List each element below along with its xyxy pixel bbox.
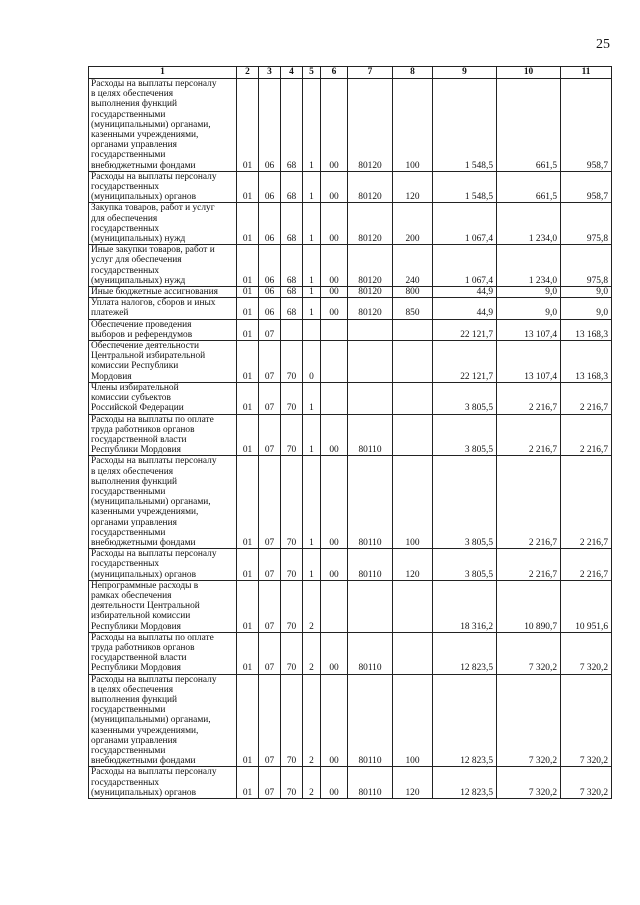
expense-name-line: комиссии Республики (91, 361, 179, 372)
code-cell-c8 (393, 341, 433, 383)
code-cell-c3: 07 (259, 580, 281, 632)
expense-name (89, 79, 237, 172)
code-cell-c2: 01 (237, 203, 259, 245)
expense-name-line: (муниципальных) нужд (91, 234, 186, 245)
code-cell-c2: 01 (237, 171, 259, 203)
expense-name-line: труда работников органов (91, 424, 195, 435)
code-cell-c3: 07 (259, 549, 281, 581)
code-cell-c2: 01 (237, 79, 259, 172)
amount-cell-c9: 22 121,7 (433, 319, 497, 340)
table-row (89, 319, 612, 340)
code-cell-c7: 80110 (348, 414, 393, 456)
code-cell-c8 (393, 382, 433, 414)
expense-name-line: внебюджетными фондами (91, 160, 196, 171)
amount-cell-c10: 13 107,4 (497, 341, 561, 383)
code-cell-c8: 100 (393, 79, 433, 172)
code-cell-c5: 1 (303, 287, 321, 298)
table-row (89, 245, 612, 287)
code-cell-c8: 240 (393, 245, 433, 287)
code-cell-c6: 00 (321, 549, 348, 581)
expense-name-line: государственной власти (91, 434, 187, 445)
amount-cell-c11: 10 951,6 (561, 580, 612, 632)
code-cell-c8 (393, 632, 433, 674)
code-cell-c8 (393, 319, 433, 340)
code-cell-c5: 1 (303, 414, 321, 456)
code-cell-c4: 68 (281, 245, 303, 287)
expense-name-line: Расходы на выплаты персоналу (91, 456, 217, 467)
code-cell-c4: 70 (281, 414, 303, 456)
expense-name-line: государственными (91, 527, 166, 538)
expense-name (89, 767, 237, 799)
code-cell-c7 (348, 341, 393, 383)
column-header-4: 4 (281, 67, 303, 79)
budget-table (88, 66, 612, 799)
code-cell-c4: 70 (281, 549, 303, 581)
amount-cell-c9: 1 067,4 (433, 203, 497, 245)
code-cell-c8: 100 (393, 456, 433, 549)
column-header-10: 10 (497, 67, 561, 79)
amount-cell-c9: 3 805,5 (433, 414, 497, 456)
expense-name-line: Мордовия (91, 371, 132, 382)
amount-cell-c10: 2 216,7 (497, 456, 561, 549)
amount-cell-c9: 1 548,5 (433, 79, 497, 172)
code-cell-c5: 1 (303, 245, 321, 287)
table-row (89, 287, 612, 298)
amount-cell-c10: 9,0 (497, 298, 561, 319)
expense-name-line: Закупка товаров, работ и услуг (91, 203, 215, 214)
expense-name-line: органами управления (91, 517, 177, 528)
code-cell-c6 (321, 580, 348, 632)
code-cell-c3: 07 (259, 767, 281, 799)
amount-cell-c9: 12 823,5 (433, 632, 497, 674)
code-cell-c2: 01 (237, 287, 259, 298)
code-cell-c3: 06 (259, 203, 281, 245)
expense-name (89, 245, 237, 287)
table-row (89, 456, 612, 549)
amount-cell-c10: 2 216,7 (497, 382, 561, 414)
amount-cell-c10: 7 320,2 (497, 767, 561, 799)
amount-cell-c11: 13 168,3 (561, 319, 612, 340)
code-cell-c5: 1 (303, 298, 321, 319)
expense-name-line: казенными учреждениями, (91, 507, 199, 518)
amount-cell-c10: 661,5 (497, 171, 561, 203)
code-cell-c6: 00 (321, 456, 348, 549)
amount-cell-c11: 7 320,2 (561, 767, 612, 799)
expense-name-line: Республики Мордовия (91, 621, 181, 632)
expense-name-line: в целях обеспечения (91, 684, 174, 695)
amount-cell-c11: 958,7 (561, 79, 612, 172)
code-cell-c4: 70 (281, 341, 303, 383)
code-cell-c2: 01 (237, 632, 259, 674)
expense-name-line: Расходы на выплаты персоналу (91, 549, 217, 560)
code-cell-c5: 1 (303, 549, 321, 581)
code-cell-c2: 01 (237, 298, 259, 319)
code-cell-c4: 68 (281, 298, 303, 319)
expense-name (89, 456, 237, 549)
column-header-2: 2 (237, 67, 259, 79)
amount-cell-c11: 958,7 (561, 171, 612, 203)
code-cell-c8: 850 (393, 298, 433, 319)
code-cell-c2: 01 (237, 580, 259, 632)
expense-name-line: комиссии субъектов (91, 393, 171, 404)
code-cell-c3: 06 (259, 245, 281, 287)
expense-name-line: государственными (91, 746, 166, 756)
code-cell-c5: 2 (303, 674, 321, 767)
expense-name-line: избирательной комиссии (91, 611, 191, 622)
expense-name-line: государственных (91, 265, 160, 276)
code-cell-c4 (281, 319, 303, 340)
expense-name-line: (муниципальных) нужд (91, 275, 186, 286)
amount-cell-c9: 12 823,5 (433, 674, 497, 767)
code-cell-c5: 1 (303, 171, 321, 203)
code-cell-c5: 2 (303, 767, 321, 799)
amount-cell-c11: 975,8 (561, 203, 612, 245)
code-cell-c4: 68 (281, 203, 303, 245)
code-cell-c3: 06 (259, 298, 281, 319)
code-cell-c3: 07 (259, 382, 281, 414)
code-cell-c6: 00 (321, 79, 348, 172)
amount-cell-c11: 13 168,3 (561, 341, 612, 383)
expense-name-line: в целях обеспечения (91, 466, 174, 477)
expense-name (89, 319, 237, 340)
code-cell-c6: 00 (321, 298, 348, 319)
code-cell-c5: 1 (303, 79, 321, 172)
column-header-1: 1 (89, 67, 237, 79)
expense-name-line: в целях обеспечения (91, 89, 174, 100)
expense-name-line: платежей (91, 308, 129, 319)
column-header-11: 11 (561, 67, 612, 79)
code-cell-c4: 70 (281, 674, 303, 767)
table-row (89, 674, 612, 767)
expense-name-line: государственными (91, 109, 166, 120)
expense-name-line: (муниципальными) органами, (91, 715, 211, 726)
code-cell-c2: 01 (237, 414, 259, 456)
code-cell-c8 (393, 580, 433, 632)
expense-name-line: (муниципальных) органов (91, 787, 197, 798)
table-row (89, 580, 612, 632)
amount-cell-c10: 10 890,7 (497, 580, 561, 632)
code-cell-c8: 120 (393, 171, 433, 203)
code-cell-c7: 80120 (348, 203, 393, 245)
code-cell-c7: 80110 (348, 767, 393, 799)
amount-cell-c9: 1 067,4 (433, 245, 497, 287)
amount-cell-c10: 661,5 (497, 79, 561, 172)
code-cell-c7: 80110 (348, 632, 393, 674)
expense-name-line: Обеспечение деятельности (91, 341, 200, 352)
expense-name-line: выполнения функций (91, 476, 178, 487)
expense-name (89, 203, 237, 245)
amount-cell-c9: 3 805,5 (433, 549, 497, 581)
expense-name-line: Члены избирательной (91, 382, 179, 393)
code-cell-c2: 01 (237, 382, 259, 414)
amount-cell-c10: 1 234,0 (497, 245, 561, 287)
expense-name-line: Непрограммные расходы в (91, 580, 199, 591)
expense-name-line: Расходы на выплаты по оплате (91, 632, 214, 643)
amount-cell-c10: 9,0 (497, 287, 561, 298)
code-cell-c2: 01 (237, 341, 259, 383)
amount-cell-c11: 975,8 (561, 245, 612, 287)
expense-name-line: (муниципальными) органами, (91, 497, 211, 508)
expense-name-line: Республики Мордовия (91, 445, 181, 456)
expense-name-line: Российской Федерации (91, 403, 184, 414)
code-cell-c8: 200 (393, 203, 433, 245)
amount-cell-c11: 2 216,7 (561, 456, 612, 549)
code-cell-c7: 80110 (348, 674, 393, 767)
column-header-5: 5 (303, 67, 321, 79)
code-cell-c7: 80120 (348, 287, 393, 298)
code-cell-c4: 70 (281, 632, 303, 674)
code-cell-c6: 00 (321, 632, 348, 674)
code-cell-c8: 800 (393, 287, 433, 298)
expense-name-line: государственными (91, 150, 166, 161)
code-cell-c6: 00 (321, 674, 348, 767)
expense-name-line: органами управления (91, 735, 177, 746)
code-cell-c8 (393, 414, 433, 456)
code-cell-c6: 00 (321, 767, 348, 799)
amount-cell-c9: 44,9 (433, 287, 497, 298)
expense-name-line: деятельности Центральной (91, 601, 200, 612)
table-row (89, 203, 612, 245)
amount-cell-c9: 22 121,7 (433, 341, 497, 383)
expense-name (89, 287, 237, 298)
expense-name-line: Иные закупки товаров, работ и (91, 245, 215, 256)
code-cell-c6: 00 (321, 171, 348, 203)
page-number: 25 (596, 37, 610, 52)
code-cell-c2: 01 (237, 674, 259, 767)
expense-name (89, 414, 237, 456)
expense-name (89, 298, 237, 319)
code-cell-c3: 07 (259, 414, 281, 456)
amount-cell-c9: 18 316,2 (433, 580, 497, 632)
amount-cell-c11: 9,0 (561, 298, 612, 319)
table-row (89, 171, 612, 203)
expense-name-line: Иные бюджетные ассигнования (91, 287, 218, 298)
code-cell-c7: 80120 (348, 171, 393, 203)
amount-cell-c10: 7 320,2 (497, 632, 561, 674)
column-header-6: 6 (321, 67, 348, 79)
amount-cell-c9: 3 805,5 (433, 382, 497, 414)
code-cell-c7 (348, 382, 393, 414)
code-cell-c4: 68 (281, 287, 303, 298)
code-cell-c4: 68 (281, 79, 303, 172)
expense-name-line: органами управления (91, 140, 177, 151)
code-cell-c7 (348, 580, 393, 632)
expense-name-line: услуг для обеспечения (91, 255, 182, 266)
code-cell-c2: 01 (237, 456, 259, 549)
code-cell-c6: 00 (321, 203, 348, 245)
amount-cell-c10: 13 107,4 (497, 319, 561, 340)
expense-name-line: внебюджетными фондами (91, 537, 196, 548)
expense-name (89, 580, 237, 632)
amount-cell-c11: 7 320,2 (561, 632, 612, 674)
code-cell-c8: 100 (393, 674, 433, 767)
code-cell-c3: 06 (259, 287, 281, 298)
expense-name-line: государственных (91, 559, 160, 570)
expense-name-line: выполнения функций (91, 99, 178, 110)
column-header-7: 7 (348, 67, 393, 79)
expense-name (89, 341, 237, 383)
expense-name-line: Центральной избирательной (91, 351, 206, 362)
expense-name-line: (муниципальных) органов (91, 192, 197, 203)
code-cell-c5 (303, 319, 321, 340)
table-row (89, 767, 612, 799)
code-cell-c6 (321, 341, 348, 383)
code-cell-c3: 07 (259, 674, 281, 767)
code-cell-c2: 01 (237, 319, 259, 340)
code-cell-c6 (321, 319, 348, 340)
code-cell-c2: 01 (237, 767, 259, 799)
expense-name-line: Расходы на выплаты персоналу (91, 674, 217, 685)
amount-cell-c9: 12 823,5 (433, 767, 497, 799)
table-row (89, 79, 612, 172)
column-header-8: 8 (393, 67, 433, 79)
code-cell-c5: 2 (303, 580, 321, 632)
code-cell-c6 (321, 382, 348, 414)
expense-name-line: государственных (91, 182, 160, 193)
expense-name-line: Расходы на выплаты персоналу (91, 79, 217, 89)
code-cell-c7: 80110 (348, 456, 393, 549)
table-row (89, 632, 612, 674)
amount-cell-c11: 2 216,7 (561, 549, 612, 581)
expense-name-line: внебюджетными фондами (91, 756, 196, 767)
table-row (89, 414, 612, 456)
code-cell-c6: 00 (321, 245, 348, 287)
code-cell-c6: 00 (321, 414, 348, 456)
expense-name (89, 171, 237, 203)
expense-name-line: Расходы на выплаты персоналу (91, 767, 217, 778)
column-header-3: 3 (259, 67, 281, 79)
expense-name-line: труда работников органов (91, 642, 195, 653)
code-cell-c7: 80120 (348, 79, 393, 172)
amount-cell-c9: 1 548,5 (433, 171, 497, 203)
code-cell-c5: 1 (303, 456, 321, 549)
code-cell-c5: 1 (303, 382, 321, 414)
expense-name-line: Республики Мордовия (91, 663, 181, 674)
code-cell-c2: 01 (237, 245, 259, 287)
code-cell-c3: 06 (259, 171, 281, 203)
amount-cell-c11: 2 216,7 (561, 382, 612, 414)
table-body (89, 79, 612, 799)
code-cell-c5: 0 (303, 341, 321, 383)
code-cell-c5: 1 (303, 203, 321, 245)
expense-name-line: рамках обеспечения (91, 590, 172, 601)
expense-name-line: выборов и референдумов (91, 329, 193, 340)
code-cell-c4: 70 (281, 580, 303, 632)
amount-cell-c10: 2 216,7 (497, 549, 561, 581)
amount-cell-c11: 7 320,2 (561, 674, 612, 767)
code-cell-c4: 70 (281, 456, 303, 549)
code-cell-c7: 80120 (348, 245, 393, 287)
amount-cell-c11: 2 216,7 (561, 414, 612, 456)
code-cell-c7: 80110 (348, 549, 393, 581)
table-row (89, 549, 612, 581)
expense-name-line: государственных (91, 223, 160, 234)
table-row (89, 298, 612, 319)
expense-name-line: Уплата налогов, сборов и иных (91, 298, 216, 309)
expense-name-line: Обеспечение проведения (91, 319, 192, 330)
code-cell-c4: 68 (281, 171, 303, 203)
expense-name (89, 549, 237, 581)
amount-cell-c9: 3 805,5 (433, 456, 497, 549)
expense-name-line: государственными (91, 705, 166, 716)
expense-name-line: казенными учреждениями, (91, 725, 199, 736)
amount-cell-c11: 9,0 (561, 287, 612, 298)
expense-name (89, 674, 237, 767)
amount-cell-c9: 44,9 (433, 298, 497, 319)
code-cell-c3: 07 (259, 319, 281, 340)
expense-name-line: (муниципальными) органами, (91, 119, 211, 130)
expense-name-line: казенными учреждениями, (91, 130, 199, 141)
amount-cell-c10: 2 216,7 (497, 414, 561, 456)
code-cell-c8: 120 (393, 767, 433, 799)
code-cell-c3: 06 (259, 79, 281, 172)
amount-cell-c10: 1 234,0 (497, 203, 561, 245)
expense-name-line: Расходы на выплаты персоналу (91, 171, 217, 182)
code-cell-c3: 07 (259, 341, 281, 383)
expense-name (89, 382, 237, 414)
table-row (89, 341, 612, 383)
expense-name-line: для обеспечения (91, 213, 158, 224)
code-cell-c3: 07 (259, 632, 281, 674)
amount-cell-c10: 7 320,2 (497, 674, 561, 767)
code-cell-c3: 07 (259, 456, 281, 549)
code-cell-c4: 70 (281, 382, 303, 414)
expense-name-line: Расходы на выплаты по оплате (91, 414, 214, 425)
expense-name-line: государственной власти (91, 653, 187, 664)
code-cell-c7: 80120 (348, 298, 393, 319)
table-row (89, 382, 612, 414)
code-cell-c8: 120 (393, 549, 433, 581)
code-cell-c2: 01 (237, 549, 259, 581)
expense-name-line: государственными (91, 486, 166, 497)
expense-name-line: выполнения функций (91, 694, 178, 705)
expense-name-line: государственных (91, 777, 160, 788)
expense-name-line: (муниципальных) органов (91, 569, 197, 580)
code-cell-c5: 2 (303, 632, 321, 674)
code-cell-c6: 00 (321, 287, 348, 298)
expense-name (89, 632, 237, 674)
column-header-9: 9 (433, 67, 497, 79)
code-cell-c4: 70 (281, 767, 303, 799)
code-cell-c7 (348, 319, 393, 340)
header-row (89, 67, 612, 79)
